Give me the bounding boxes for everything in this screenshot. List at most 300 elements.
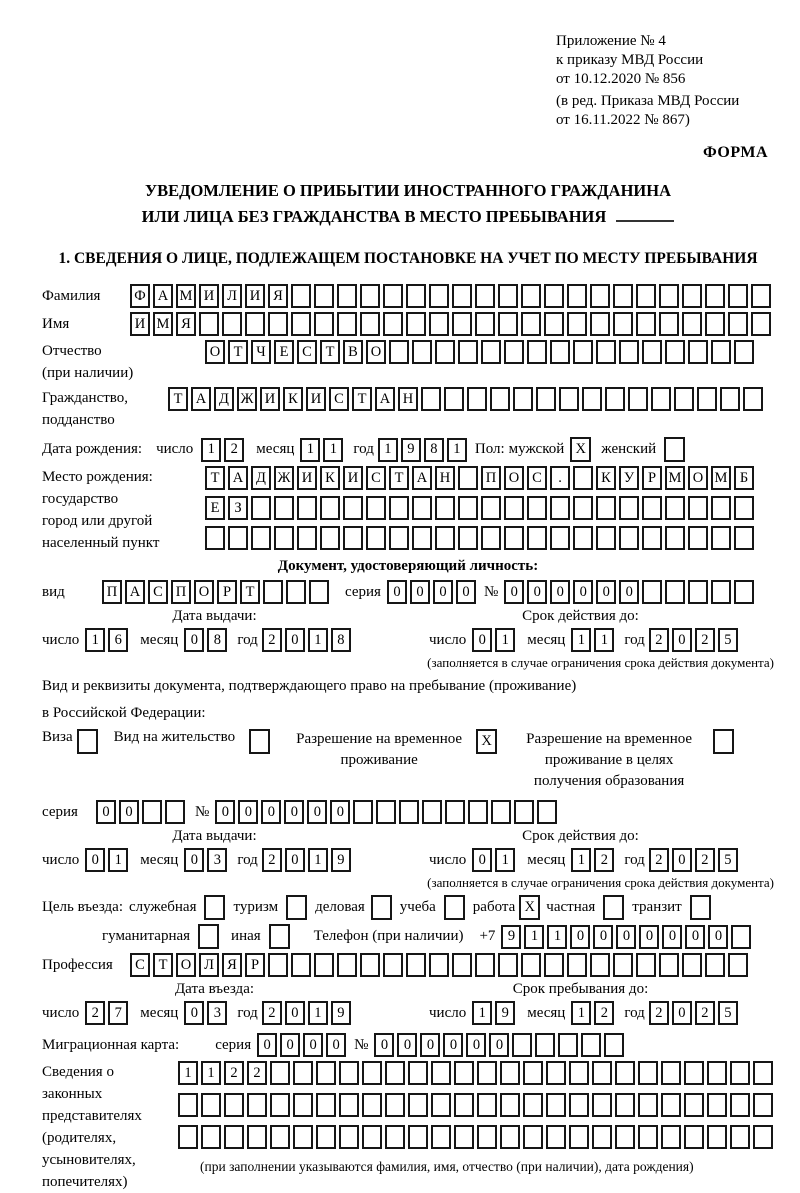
form-cell[interactable]: [268, 953, 288, 977]
form-cell[interactable]: Т: [228, 340, 248, 364]
form-cell[interactable]: [251, 526, 271, 550]
form-cell[interactable]: 0: [472, 848, 492, 872]
form-cell[interactable]: 2: [594, 1001, 614, 1025]
form-cell[interactable]: [504, 340, 524, 364]
form-cell[interactable]: 0: [504, 580, 524, 604]
form-cell[interactable]: В: [343, 340, 363, 364]
form-cell[interactable]: У: [619, 466, 639, 490]
form-cell[interactable]: [613, 953, 633, 977]
form-cell[interactable]: [751, 312, 771, 336]
form-cell[interactable]: [204, 895, 225, 920]
form-cell[interactable]: [222, 312, 242, 336]
form-cell[interactable]: 1: [594, 628, 614, 652]
form-cell[interactable]: [362, 1125, 382, 1149]
form-cell[interactable]: [569, 1125, 589, 1149]
form-cell[interactable]: Я: [222, 953, 242, 977]
form-cell[interactable]: 0: [410, 580, 430, 604]
form-cell[interactable]: Т: [389, 466, 409, 490]
form-cell[interactable]: [697, 387, 717, 411]
form-cell[interactable]: Т: [153, 953, 173, 977]
form-cell[interactable]: 0: [184, 628, 204, 652]
form-cell[interactable]: Е: [205, 496, 225, 520]
form-cell[interactable]: [731, 925, 751, 949]
form-cell[interactable]: X: [476, 729, 497, 754]
form-cell[interactable]: [458, 466, 478, 490]
form-cell[interactable]: [674, 387, 694, 411]
form-cell[interactable]: 1: [308, 848, 328, 872]
form-cell[interactable]: [477, 1093, 497, 1117]
form-cell[interactable]: [406, 312, 426, 336]
form-cell[interactable]: [452, 953, 472, 977]
form-cell[interactable]: [521, 953, 541, 977]
form-cell[interactable]: [688, 340, 708, 364]
form-cell[interactable]: [659, 312, 679, 336]
form-cell[interactable]: [165, 800, 185, 824]
form-cell[interactable]: [297, 496, 317, 520]
form-cell[interactable]: [445, 800, 465, 824]
form-cell[interactable]: [500, 1093, 520, 1117]
form-cell[interactable]: [661, 1061, 681, 1085]
form-cell[interactable]: Б: [734, 466, 754, 490]
form-cell[interactable]: [201, 1125, 221, 1149]
form-cell[interactable]: [504, 526, 524, 550]
form-cell[interactable]: 2: [649, 628, 669, 652]
form-cell[interactable]: [523, 1061, 543, 1085]
form-cell[interactable]: 0: [257, 1033, 277, 1057]
form-cell[interactable]: Д: [214, 387, 234, 411]
form-cell[interactable]: [638, 1061, 658, 1085]
form-cell[interactable]: М: [176, 284, 196, 308]
form-cell[interactable]: [705, 284, 725, 308]
form-cell[interactable]: 0: [527, 580, 547, 604]
form-cell[interactable]: [454, 1061, 474, 1085]
form-cell[interactable]: [642, 580, 662, 604]
form-cell[interactable]: Л: [222, 284, 242, 308]
form-cell[interactable]: [642, 340, 662, 364]
form-cell[interactable]: М: [153, 312, 173, 336]
form-cell[interactable]: [705, 953, 725, 977]
form-cell[interactable]: 1: [323, 438, 343, 462]
form-cell[interactable]: [613, 284, 633, 308]
form-cell[interactable]: [337, 312, 357, 336]
form-cell[interactable]: [523, 1093, 543, 1117]
form-cell[interactable]: [753, 1061, 773, 1085]
form-cell[interactable]: 2: [695, 848, 715, 872]
form-cell[interactable]: [682, 284, 702, 308]
form-cell[interactable]: Н: [435, 466, 455, 490]
form-cell[interactable]: Т: [168, 387, 188, 411]
form-cell[interactable]: 1: [547, 925, 567, 949]
form-cell[interactable]: [546, 1125, 566, 1149]
form-cell[interactable]: [412, 526, 432, 550]
form-cell[interactable]: 0: [420, 1033, 440, 1057]
form-cell[interactable]: [383, 312, 403, 336]
form-cell[interactable]: [730, 1125, 750, 1149]
form-cell[interactable]: [291, 953, 311, 977]
form-cell[interactable]: [385, 1093, 405, 1117]
form-cell[interactable]: [201, 1093, 221, 1117]
form-cell[interactable]: М: [711, 466, 731, 490]
form-cell[interactable]: [569, 1093, 589, 1117]
form-cell[interactable]: [343, 526, 363, 550]
form-cell[interactable]: [550, 526, 570, 550]
form-cell[interactable]: [408, 1061, 428, 1085]
form-cell[interactable]: 3: [207, 1001, 227, 1025]
form-cell[interactable]: [339, 1125, 359, 1149]
form-cell[interactable]: [498, 953, 518, 977]
form-cell[interactable]: Т: [320, 340, 340, 364]
form-cell[interactable]: [316, 1093, 336, 1117]
form-cell[interactable]: [408, 1125, 428, 1149]
form-cell[interactable]: [734, 580, 754, 604]
form-cell[interactable]: 2: [85, 1001, 105, 1025]
form-cell[interactable]: 2: [247, 1061, 267, 1085]
form-cell[interactable]: [286, 580, 306, 604]
form-cell[interactable]: [573, 340, 593, 364]
form-cell[interactable]: [720, 387, 740, 411]
form-cell[interactable]: [337, 953, 357, 977]
form-cell[interactable]: [435, 496, 455, 520]
form-cell[interactable]: С: [329, 387, 349, 411]
form-cell[interactable]: [205, 526, 225, 550]
form-cell[interactable]: [558, 1033, 578, 1057]
form-cell[interactable]: А: [228, 466, 248, 490]
form-cell[interactable]: [498, 312, 518, 336]
form-cell[interactable]: [592, 1093, 612, 1117]
form-cell[interactable]: [638, 1125, 658, 1149]
form-cell[interactable]: [385, 1061, 405, 1085]
form-cell[interactable]: [314, 284, 334, 308]
form-cell[interactable]: [730, 1093, 750, 1117]
form-cell[interactable]: [636, 284, 656, 308]
form-cell[interactable]: 2: [262, 1001, 282, 1025]
form-cell[interactable]: [270, 1125, 290, 1149]
form-cell[interactable]: [452, 284, 472, 308]
form-cell[interactable]: [490, 387, 510, 411]
form-cell[interactable]: 0: [472, 628, 492, 652]
form-cell[interactable]: [615, 1125, 635, 1149]
form-cell[interactable]: [198, 924, 219, 949]
form-cell[interactable]: [251, 496, 271, 520]
form-cell[interactable]: [454, 1125, 474, 1149]
form-cell[interactable]: [619, 526, 639, 550]
form-cell[interactable]: 1: [571, 1001, 591, 1025]
form-cell[interactable]: С: [366, 466, 386, 490]
form-cell[interactable]: [615, 1061, 635, 1085]
form-cell[interactable]: Р: [245, 953, 265, 977]
form-cell[interactable]: 0: [570, 925, 590, 949]
form-cell[interactable]: 0: [443, 1033, 463, 1057]
form-cell[interactable]: [573, 496, 593, 520]
form-cell[interactable]: [458, 340, 478, 364]
form-cell[interactable]: 0: [596, 580, 616, 604]
form-cell[interactable]: [743, 387, 763, 411]
form-cell[interactable]: Е: [274, 340, 294, 364]
form-cell[interactable]: [619, 496, 639, 520]
form-cell[interactable]: 9: [401, 438, 421, 462]
form-cell[interactable]: 0: [662, 925, 682, 949]
form-cell[interactable]: [753, 1093, 773, 1117]
form-cell[interactable]: [360, 953, 380, 977]
form-cell[interactable]: 0: [285, 1001, 305, 1025]
form-cell[interactable]: [642, 496, 662, 520]
form-cell[interactable]: [636, 312, 656, 336]
form-cell[interactable]: Т: [352, 387, 372, 411]
form-cell[interactable]: [684, 1093, 704, 1117]
form-cell[interactable]: И: [130, 312, 150, 336]
form-cell[interactable]: 1: [571, 628, 591, 652]
form-cell[interactable]: [546, 1093, 566, 1117]
form-cell[interactable]: 0: [285, 628, 305, 652]
form-cell[interactable]: [383, 953, 403, 977]
form-cell[interactable]: [613, 312, 633, 336]
form-cell[interactable]: М: [665, 466, 685, 490]
form-cell[interactable]: [514, 800, 534, 824]
form-cell[interactable]: Ж: [237, 387, 257, 411]
form-cell[interactable]: [468, 800, 488, 824]
form-cell[interactable]: [408, 1093, 428, 1117]
form-cell[interactable]: 8: [331, 628, 351, 652]
form-cell[interactable]: 0: [639, 925, 659, 949]
form-cell[interactable]: [247, 1093, 267, 1117]
form-cell[interactable]: [274, 526, 294, 550]
form-cell[interactable]: Н: [398, 387, 418, 411]
form-cell[interactable]: [665, 340, 685, 364]
form-cell[interactable]: О: [366, 340, 386, 364]
form-cell[interactable]: Р: [217, 580, 237, 604]
form-cell[interactable]: 1: [447, 438, 467, 462]
form-cell[interactable]: [491, 800, 511, 824]
form-cell[interactable]: [665, 526, 685, 550]
form-cell[interactable]: 2: [695, 628, 715, 652]
form-cell[interactable]: 0: [96, 800, 116, 824]
form-cell[interactable]: [711, 340, 731, 364]
form-cell[interactable]: [559, 387, 579, 411]
form-cell[interactable]: [734, 340, 754, 364]
form-cell[interactable]: [573, 466, 593, 490]
form-cell[interactable]: [316, 1125, 336, 1149]
form-cell[interactable]: [642, 526, 662, 550]
form-cell[interactable]: 1: [571, 848, 591, 872]
form-cell[interactable]: И: [297, 466, 317, 490]
form-cell[interactable]: [684, 1061, 704, 1085]
form-cell[interactable]: [362, 1093, 382, 1117]
form-cell[interactable]: 0: [119, 800, 139, 824]
form-cell[interactable]: К: [283, 387, 303, 411]
form-cell[interactable]: 1: [108, 848, 128, 872]
form-cell[interactable]: [596, 496, 616, 520]
form-cell[interactable]: К: [596, 466, 616, 490]
form-cell[interactable]: О: [194, 580, 214, 604]
form-cell[interactable]: [605, 387, 625, 411]
form-cell[interactable]: X: [570, 437, 591, 462]
form-cell[interactable]: И: [199, 284, 219, 308]
form-cell[interactable]: [628, 387, 648, 411]
form-cell[interactable]: 0: [85, 848, 105, 872]
form-cell[interactable]: [291, 284, 311, 308]
form-cell[interactable]: [467, 387, 487, 411]
form-cell[interactable]: [573, 526, 593, 550]
form-cell[interactable]: [728, 312, 748, 336]
form-cell[interactable]: [734, 526, 754, 550]
form-cell[interactable]: [429, 284, 449, 308]
form-cell[interactable]: 0: [672, 628, 692, 652]
form-cell[interactable]: 7: [108, 1001, 128, 1025]
form-cell[interactable]: [582, 387, 602, 411]
form-cell[interactable]: [690, 895, 711, 920]
form-cell[interactable]: 1: [495, 628, 515, 652]
form-cell[interactable]: [475, 284, 495, 308]
form-cell[interactable]: [567, 312, 587, 336]
form-cell[interactable]: 0: [184, 1001, 204, 1025]
form-cell[interactable]: [707, 1093, 727, 1117]
form-cell[interactable]: А: [191, 387, 211, 411]
form-cell[interactable]: [537, 800, 557, 824]
form-cell[interactable]: 0: [326, 1033, 346, 1057]
form-cell[interactable]: П: [171, 580, 191, 604]
form-cell[interactable]: [500, 1061, 520, 1085]
form-cell[interactable]: 0: [261, 800, 281, 824]
form-cell[interactable]: [615, 1093, 635, 1117]
form-cell[interactable]: [353, 800, 373, 824]
form-cell[interactable]: [711, 526, 731, 550]
form-cell[interactable]: 2: [594, 848, 614, 872]
form-cell[interactable]: [682, 312, 702, 336]
form-cell[interactable]: И: [306, 387, 326, 411]
form-cell[interactable]: [604, 1033, 624, 1057]
form-cell[interactable]: [475, 953, 495, 977]
form-cell[interactable]: С: [527, 466, 547, 490]
form-cell[interactable]: [592, 1125, 612, 1149]
form-cell[interactable]: [314, 312, 334, 336]
form-cell[interactable]: 3: [207, 848, 227, 872]
form-cell[interactable]: [389, 526, 409, 550]
form-cell[interactable]: [730, 1061, 750, 1085]
form-cell[interactable]: 0: [573, 580, 593, 604]
form-cell[interactable]: [590, 953, 610, 977]
form-cell[interactable]: [544, 953, 564, 977]
form-cell[interactable]: [178, 1125, 198, 1149]
form-cell[interactable]: А: [125, 580, 145, 604]
form-cell[interactable]: П: [481, 466, 501, 490]
form-cell[interactable]: 0: [619, 580, 639, 604]
form-cell[interactable]: [431, 1093, 451, 1117]
form-cell[interactable]: 1: [201, 1061, 221, 1085]
form-cell[interactable]: А: [412, 466, 432, 490]
form-cell[interactable]: 0: [184, 848, 204, 872]
form-cell[interactable]: [664, 437, 685, 462]
form-cell[interactable]: [366, 526, 386, 550]
form-cell[interactable]: [454, 1093, 474, 1117]
form-cell[interactable]: [734, 496, 754, 520]
form-cell[interactable]: 0: [616, 925, 636, 949]
form-cell[interactable]: [569, 1061, 589, 1085]
form-cell[interactable]: [245, 312, 265, 336]
form-cell[interactable]: 0: [238, 800, 258, 824]
form-cell[interactable]: З: [228, 496, 248, 520]
form-cell[interactable]: 5: [718, 628, 738, 652]
form-cell[interactable]: [268, 312, 288, 336]
form-cell[interactable]: [592, 1061, 612, 1085]
form-cell[interactable]: [360, 312, 380, 336]
form-cell[interactable]: 5: [718, 1001, 738, 1025]
form-cell[interactable]: [481, 496, 501, 520]
form-cell[interactable]: Т: [205, 466, 225, 490]
form-cell[interactable]: А: [153, 284, 173, 308]
form-cell[interactable]: [444, 895, 465, 920]
form-cell[interactable]: [707, 1061, 727, 1085]
form-cell[interactable]: [550, 496, 570, 520]
form-cell[interactable]: 0: [397, 1033, 417, 1057]
form-cell[interactable]: [429, 953, 449, 977]
form-cell[interactable]: С: [148, 580, 168, 604]
form-cell[interactable]: [270, 1061, 290, 1085]
form-cell[interactable]: 0: [284, 800, 304, 824]
form-cell[interactable]: 1: [472, 1001, 492, 1025]
form-cell[interactable]: [339, 1061, 359, 1085]
form-cell[interactable]: [651, 387, 671, 411]
form-cell[interactable]: [431, 1125, 451, 1149]
form-cell[interactable]: [682, 953, 702, 977]
form-cell[interactable]: 0: [330, 800, 350, 824]
form-cell[interactable]: [412, 340, 432, 364]
form-cell[interactable]: [521, 312, 541, 336]
form-cell[interactable]: [435, 526, 455, 550]
form-cell[interactable]: 0: [285, 848, 305, 872]
form-cell[interactable]: А: [375, 387, 395, 411]
form-cell[interactable]: [224, 1125, 244, 1149]
form-cell[interactable]: [527, 526, 547, 550]
form-cell[interactable]: 0: [672, 848, 692, 872]
form-cell[interactable]: [249, 729, 270, 754]
form-cell[interactable]: [293, 1093, 313, 1117]
form-cell[interactable]: 1: [201, 438, 221, 462]
form-cell[interactable]: [385, 1125, 405, 1149]
form-cell[interactable]: [590, 284, 610, 308]
form-cell[interactable]: 2: [649, 848, 669, 872]
form-cell[interactable]: [688, 580, 708, 604]
form-cell[interactable]: И: [343, 466, 363, 490]
form-cell[interactable]: 0: [685, 925, 705, 949]
form-cell[interactable]: [550, 340, 570, 364]
form-cell[interactable]: Я: [176, 312, 196, 336]
form-cell[interactable]: 0: [593, 925, 613, 949]
form-cell[interactable]: [665, 580, 685, 604]
form-cell[interactable]: [360, 284, 380, 308]
form-cell[interactable]: [523, 1125, 543, 1149]
form-cell[interactable]: 0: [456, 580, 476, 604]
form-cell[interactable]: 1: [85, 628, 105, 652]
form-cell[interactable]: [274, 496, 294, 520]
form-cell[interactable]: [659, 953, 679, 977]
form-cell[interactable]: О: [176, 953, 196, 977]
form-cell[interactable]: [619, 340, 639, 364]
form-cell[interactable]: [339, 1093, 359, 1117]
form-cell[interactable]: [376, 800, 396, 824]
form-cell[interactable]: 0: [550, 580, 570, 604]
form-cell[interactable]: 0: [280, 1033, 300, 1057]
form-cell[interactable]: [567, 953, 587, 977]
form-cell[interactable]: [688, 526, 708, 550]
form-cell[interactable]: [422, 800, 442, 824]
form-cell[interactable]: [199, 312, 219, 336]
form-cell[interactable]: [320, 496, 340, 520]
form-cell[interactable]: [590, 312, 610, 336]
form-cell[interactable]: [481, 526, 501, 550]
form-cell[interactable]: [247, 1125, 267, 1149]
form-cell[interactable]: О: [205, 340, 225, 364]
form-cell[interactable]: 9: [331, 1001, 351, 1025]
